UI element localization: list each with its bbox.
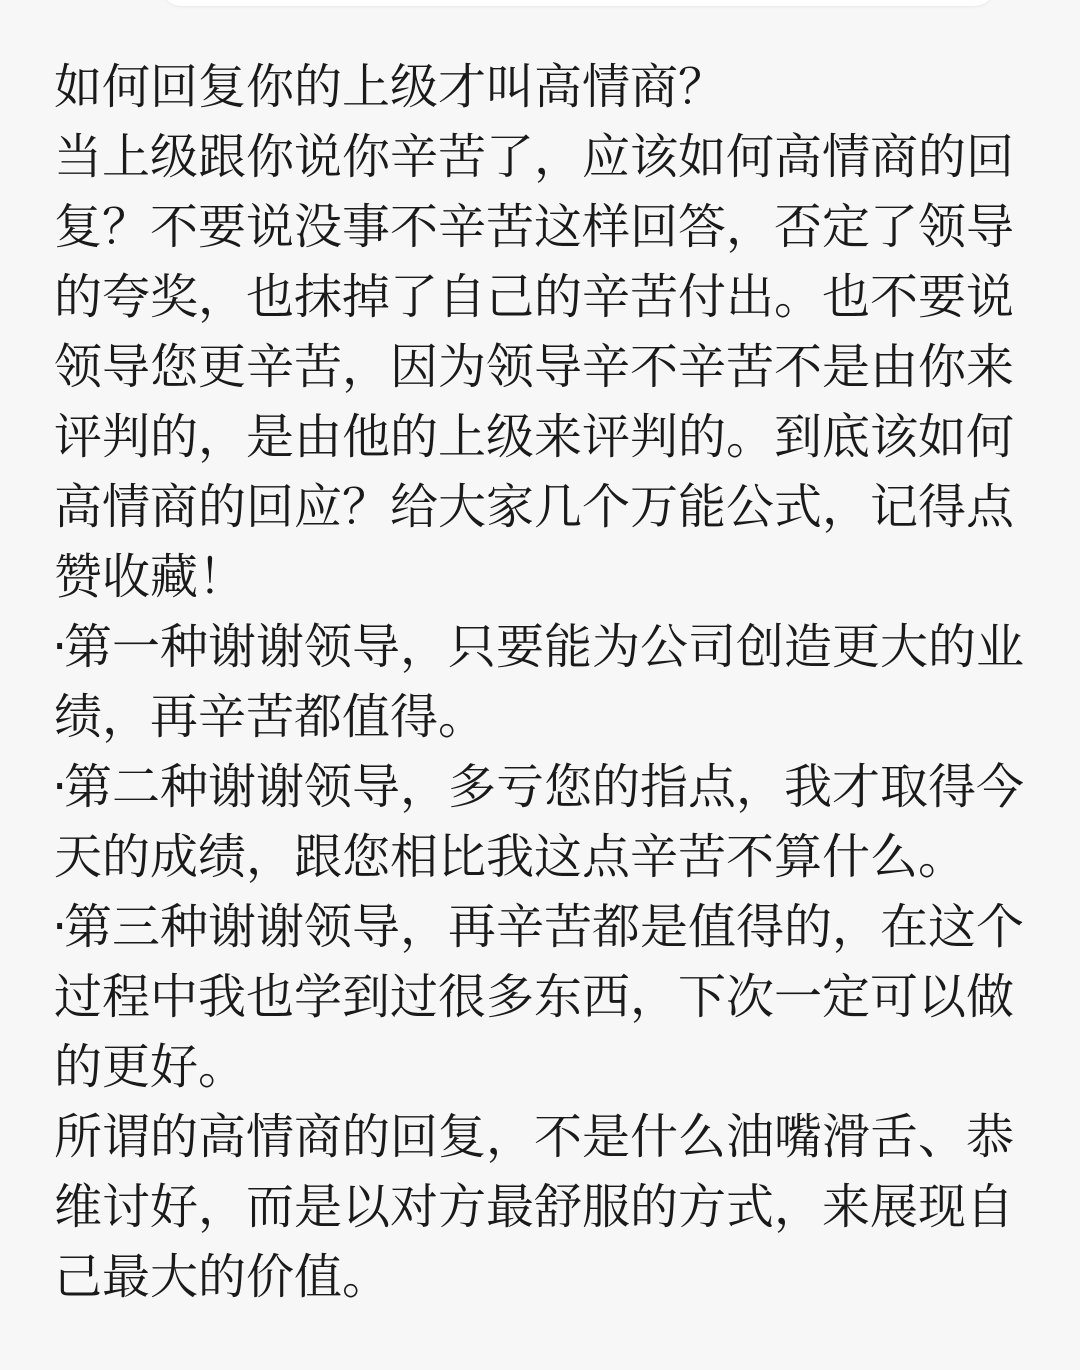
post-intro: 当上级跟你说你辛苦了，应该如何高情商的回复？不要说没事不辛苦这样回答，否定了领导的夸奖，也抹掉了自己的辛苦付出。也不要说领导您更辛苦，因为领导辛不辛苦不是由你来评判的，是由他的上级来评判的。到底该如何高情商的回应？给大家几个万能公式，记得点赞收藏！ — [54, 129, 1015, 605]
bullet-dot: · — [52, 619, 68, 675]
post-question: 如何回复你的上级才叫高情商？ — [54, 59, 727, 115]
search-bar[interactable] — [160, 0, 996, 6]
tip-item — [54, 892, 1044, 1102]
post-conclusion: 所谓的高情商的回复，不是什么油嘴滑舌、恭维讨好，而是以对方最舒服的方式，来展现自己最大的价值。 — [54, 1109, 1015, 1305]
tip-text: 第三种谢谢领导，再辛苦都是值得的，在这个过程中我也学到过很多东西，下次一定可以做的更好。 — [54, 899, 1025, 1095]
bullet-dot: · — [52, 759, 68, 815]
tip-text: 第一种谢谢领导，只要能为公司创造更大的业绩，再辛苦都值得。 — [54, 619, 1025, 745]
tip-item — [54, 612, 1044, 752]
post-body — [54, 52, 1044, 1312]
tip-text: 第二种谢谢领导，多亏您的指点，我才取得今天的成绩，跟您相比我这点辛苦不算什么。 — [54, 759, 1025, 885]
bullet-dot: · — [52, 899, 68, 955]
tip-item — [54, 752, 1044, 892]
